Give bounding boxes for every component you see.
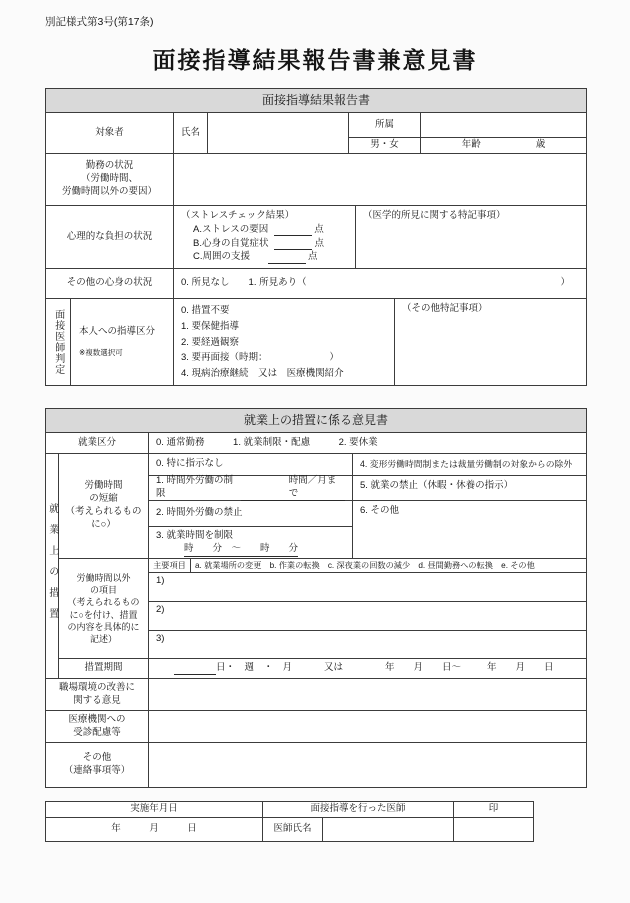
item-1-number: 1)	[156, 575, 165, 586]
report-table-header: 面接指導結果報告書	[46, 89, 587, 113]
report-table	[45, 88, 587, 386]
period-to-blank[interactable]: 年 月 日	[487, 662, 554, 674]
form-number-note: 別記様式第3号(第17条)	[45, 16, 154, 28]
nonwork-label-line1: 労働時間以外	[76, 573, 131, 584]
other-contact-input-area[interactable]	[149, 743, 587, 788]
item-row-2[interactable]	[149, 602, 587, 631]
work-status-line3: 労働時間以外の要因）	[61, 185, 157, 197]
worktime-option-5[interactable]: 5. 就業の禁止（休暇・休養の指示）	[353, 476, 587, 501]
other-contact-label	[46, 743, 149, 788]
work-status-label	[46, 154, 174, 206]
psych-label: 心理的な負担の状況	[46, 206, 174, 269]
nonwork-label-line3: （考えられるもの	[67, 597, 140, 608]
guidance-multi-select-note: ※複数選択可	[79, 348, 123, 358]
stress-c-label: C.周囲の支援	[193, 251, 251, 263]
worktime-option-2[interactable]: 2. 時間外労働の禁止	[149, 501, 353, 527]
sex-field[interactable]: 男・女	[349, 138, 421, 154]
subject-label: 対象者	[46, 113, 174, 154]
doctor-name-label: 医師氏名	[263, 818, 323, 842]
seal-header: 印	[454, 802, 534, 818]
main-items-options[interactable]: a. 就業場所の変更 b. 作業の転換 c. 深夜業の回数の減少 d. 昼間勤務への転換 e. その他	[191, 559, 587, 573]
date-header: 実施年月日	[46, 802, 263, 818]
worktime-reduction-label	[59, 454, 149, 559]
stress-a-blank[interactable]	[274, 224, 312, 236]
medical-label-line2: 受診配慮等	[73, 726, 121, 738]
work-status-line2: （労働時間、	[80, 173, 138, 185]
medical-institution-input-area[interactable]	[149, 711, 587, 743]
stress-c-unit: 点	[308, 251, 318, 263]
worktime-option-4[interactable]: 4. 変形労働時間制または裁量労働制の対象からの除外	[353, 454, 587, 476]
nonwork-label-line4: に○を付け、措置	[69, 609, 138, 620]
guidance-option-0[interactable]: 0. 措置不要	[181, 305, 230, 316]
doctor-judgment-vertical-text: 面接医師判定	[52, 309, 64, 375]
guidance-class-label	[71, 299, 174, 386]
medical-findings-cell[interactable]	[356, 206, 587, 269]
guidance-class-text: 本人への指導区分	[79, 325, 156, 337]
worktime-option-3-label: 3. 就業時間を制限	[156, 530, 234, 541]
seal-input-area[interactable]	[454, 818, 534, 842]
name-input-area[interactable]	[208, 113, 349, 154]
period-count-blank[interactable]	[174, 663, 216, 675]
name-label: 氏名	[174, 113, 208, 154]
nonworktime-items-label	[59, 559, 149, 659]
env-label-line1: 職場環境の改善に	[58, 681, 135, 693]
work-status-input-area[interactable]	[174, 154, 587, 206]
other-notes-cell[interactable]	[395, 299, 587, 386]
env-label-line2: 関する意見	[73, 694, 121, 706]
age-unit-label: 歳	[535, 139, 546, 151]
stress-c-blank[interactable]	[268, 252, 306, 264]
age-field[interactable]	[421, 138, 587, 154]
medical-institution-label	[46, 711, 149, 743]
item-2-number: 2)	[156, 604, 165, 615]
other-condition-choices[interactable]: 0. 所見なし 1. 所見あり（	[181, 277, 307, 289]
doctor-header: 面接指導を行った医師	[263, 802, 454, 818]
item-3-number: 3)	[156, 633, 165, 644]
page-title: 面接指導結果報告書兼意見書	[152, 47, 478, 73]
guidance-option-2[interactable]: 2. 要経過観察	[181, 336, 240, 348]
overtime-limit-unit: 時間／月まで	[288, 474, 337, 499]
guidance-option-3[interactable]: 3. 要再面接（時期： ）	[181, 352, 339, 364]
other-condition-close-paren: ）	[560, 277, 570, 289]
stress-b-label: B.心身の自覚症状	[193, 237, 269, 249]
stress-item-c[interactable]	[193, 251, 348, 264]
other-condition-label: その他の心身の状況	[46, 269, 174, 299]
guidance-option-1[interactable]: 1. 要保健指導	[181, 320, 240, 332]
doctor-name-input-area[interactable]	[323, 818, 454, 842]
measure-period-label: 措置期間	[59, 659, 149, 679]
stress-a-unit: 点	[314, 223, 324, 235]
measures-vertical-label	[46, 454, 59, 679]
stress-a-label: A.ストレスの要因	[193, 223, 269, 235]
measure-period-content[interactable]	[149, 659, 587, 679]
department-input-area[interactable]	[421, 113, 587, 138]
other-condition-options[interactable]	[174, 269, 587, 299]
work-class-options[interactable]: 0. 通常勤務 1. 就業制限・配慮 2. 要休業	[149, 433, 587, 454]
period-or-label: 又は	[324, 662, 344, 674]
medical-label-line1: 医療機関への	[68, 713, 126, 725]
guidance-option-4[interactable]: 4. 現病治療継続 又は 医療機関紹介	[181, 368, 344, 380]
stress-b-blank[interactable]	[274, 238, 312, 250]
stress-item-a[interactable]	[193, 224, 348, 237]
stress-item-b[interactable]	[193, 238, 348, 251]
age-label: 年齢	[461, 139, 481, 151]
stress-check-cell[interactable]	[174, 206, 356, 269]
medical-findings-note: （医学的所見に関する特記事項）	[363, 210, 506, 221]
worktime-option-6[interactable]	[353, 501, 587, 559]
worktime-label-line2: の短縮	[89, 493, 118, 505]
stress-b-unit: 点	[314, 237, 324, 249]
period-from-blank[interactable]: 年 月 日～	[385, 662, 462, 674]
date-input-area[interactable]: 年 月 日	[46, 818, 263, 842]
env-improvement-label	[46, 679, 149, 711]
other-notes-title: （その他特記事項）	[402, 303, 488, 314]
worktime-label-line1: 労働時間	[84, 480, 123, 492]
item-row-3[interactable]	[149, 631, 587, 659]
footer-table	[45, 801, 534, 842]
nonwork-label-line6: 記述）	[89, 633, 117, 644]
worktime-option-1[interactable]	[149, 476, 353, 501]
worktime-option-3[interactable]	[149, 527, 353, 559]
opinion-table-header: 就業上の措置に係る意見書	[46, 409, 587, 433]
guidance-options-cell[interactable]	[174, 299, 395, 386]
item-row-1[interactable]	[149, 573, 587, 602]
overtime-limit-gap[interactable]	[241, 490, 288, 500]
work-hours-range-blank[interactable]: 時 分 ～ 時 分	[184, 543, 298, 557]
overtime-limit-blank[interactable]	[241, 475, 345, 502]
other-label-line1: その他	[82, 752, 112, 764]
work-status-line1: 勤務の状況	[85, 160, 134, 172]
env-improvement-input-area[interactable]	[149, 679, 587, 711]
worktime-option-0[interactable]: 0. 特に指示なし	[149, 454, 353, 476]
nonwork-label-line2: の項目	[89, 585, 117, 596]
department-label: 所属	[349, 113, 421, 138]
other-label-line2: （連絡事項等）	[63, 765, 131, 776]
stress-check-title: （ストレスチェック結果）	[181, 210, 295, 221]
worktime-option-1-label: 1. 時間外労働の制限	[156, 475, 234, 499]
nonwork-label-line5: の内容を具体的に	[67, 621, 140, 632]
period-units[interactable]: 日・ 週 ・ 月	[216, 662, 293, 674]
opinion-table	[45, 408, 587, 788]
worktime-option-6-label: 6. その他	[360, 505, 400, 516]
measures-vertical-text: 就業上の措置	[46, 503, 58, 629]
main-items-label: 主要項目	[149, 559, 191, 573]
worktime-label-line4: に○）	[91, 518, 116, 530]
work-class-label: 就業区分	[46, 433, 149, 454]
doctor-judgment-vertical-label	[46, 299, 71, 386]
worktime-label-line3: （考えられるもの	[65, 506, 142, 517]
